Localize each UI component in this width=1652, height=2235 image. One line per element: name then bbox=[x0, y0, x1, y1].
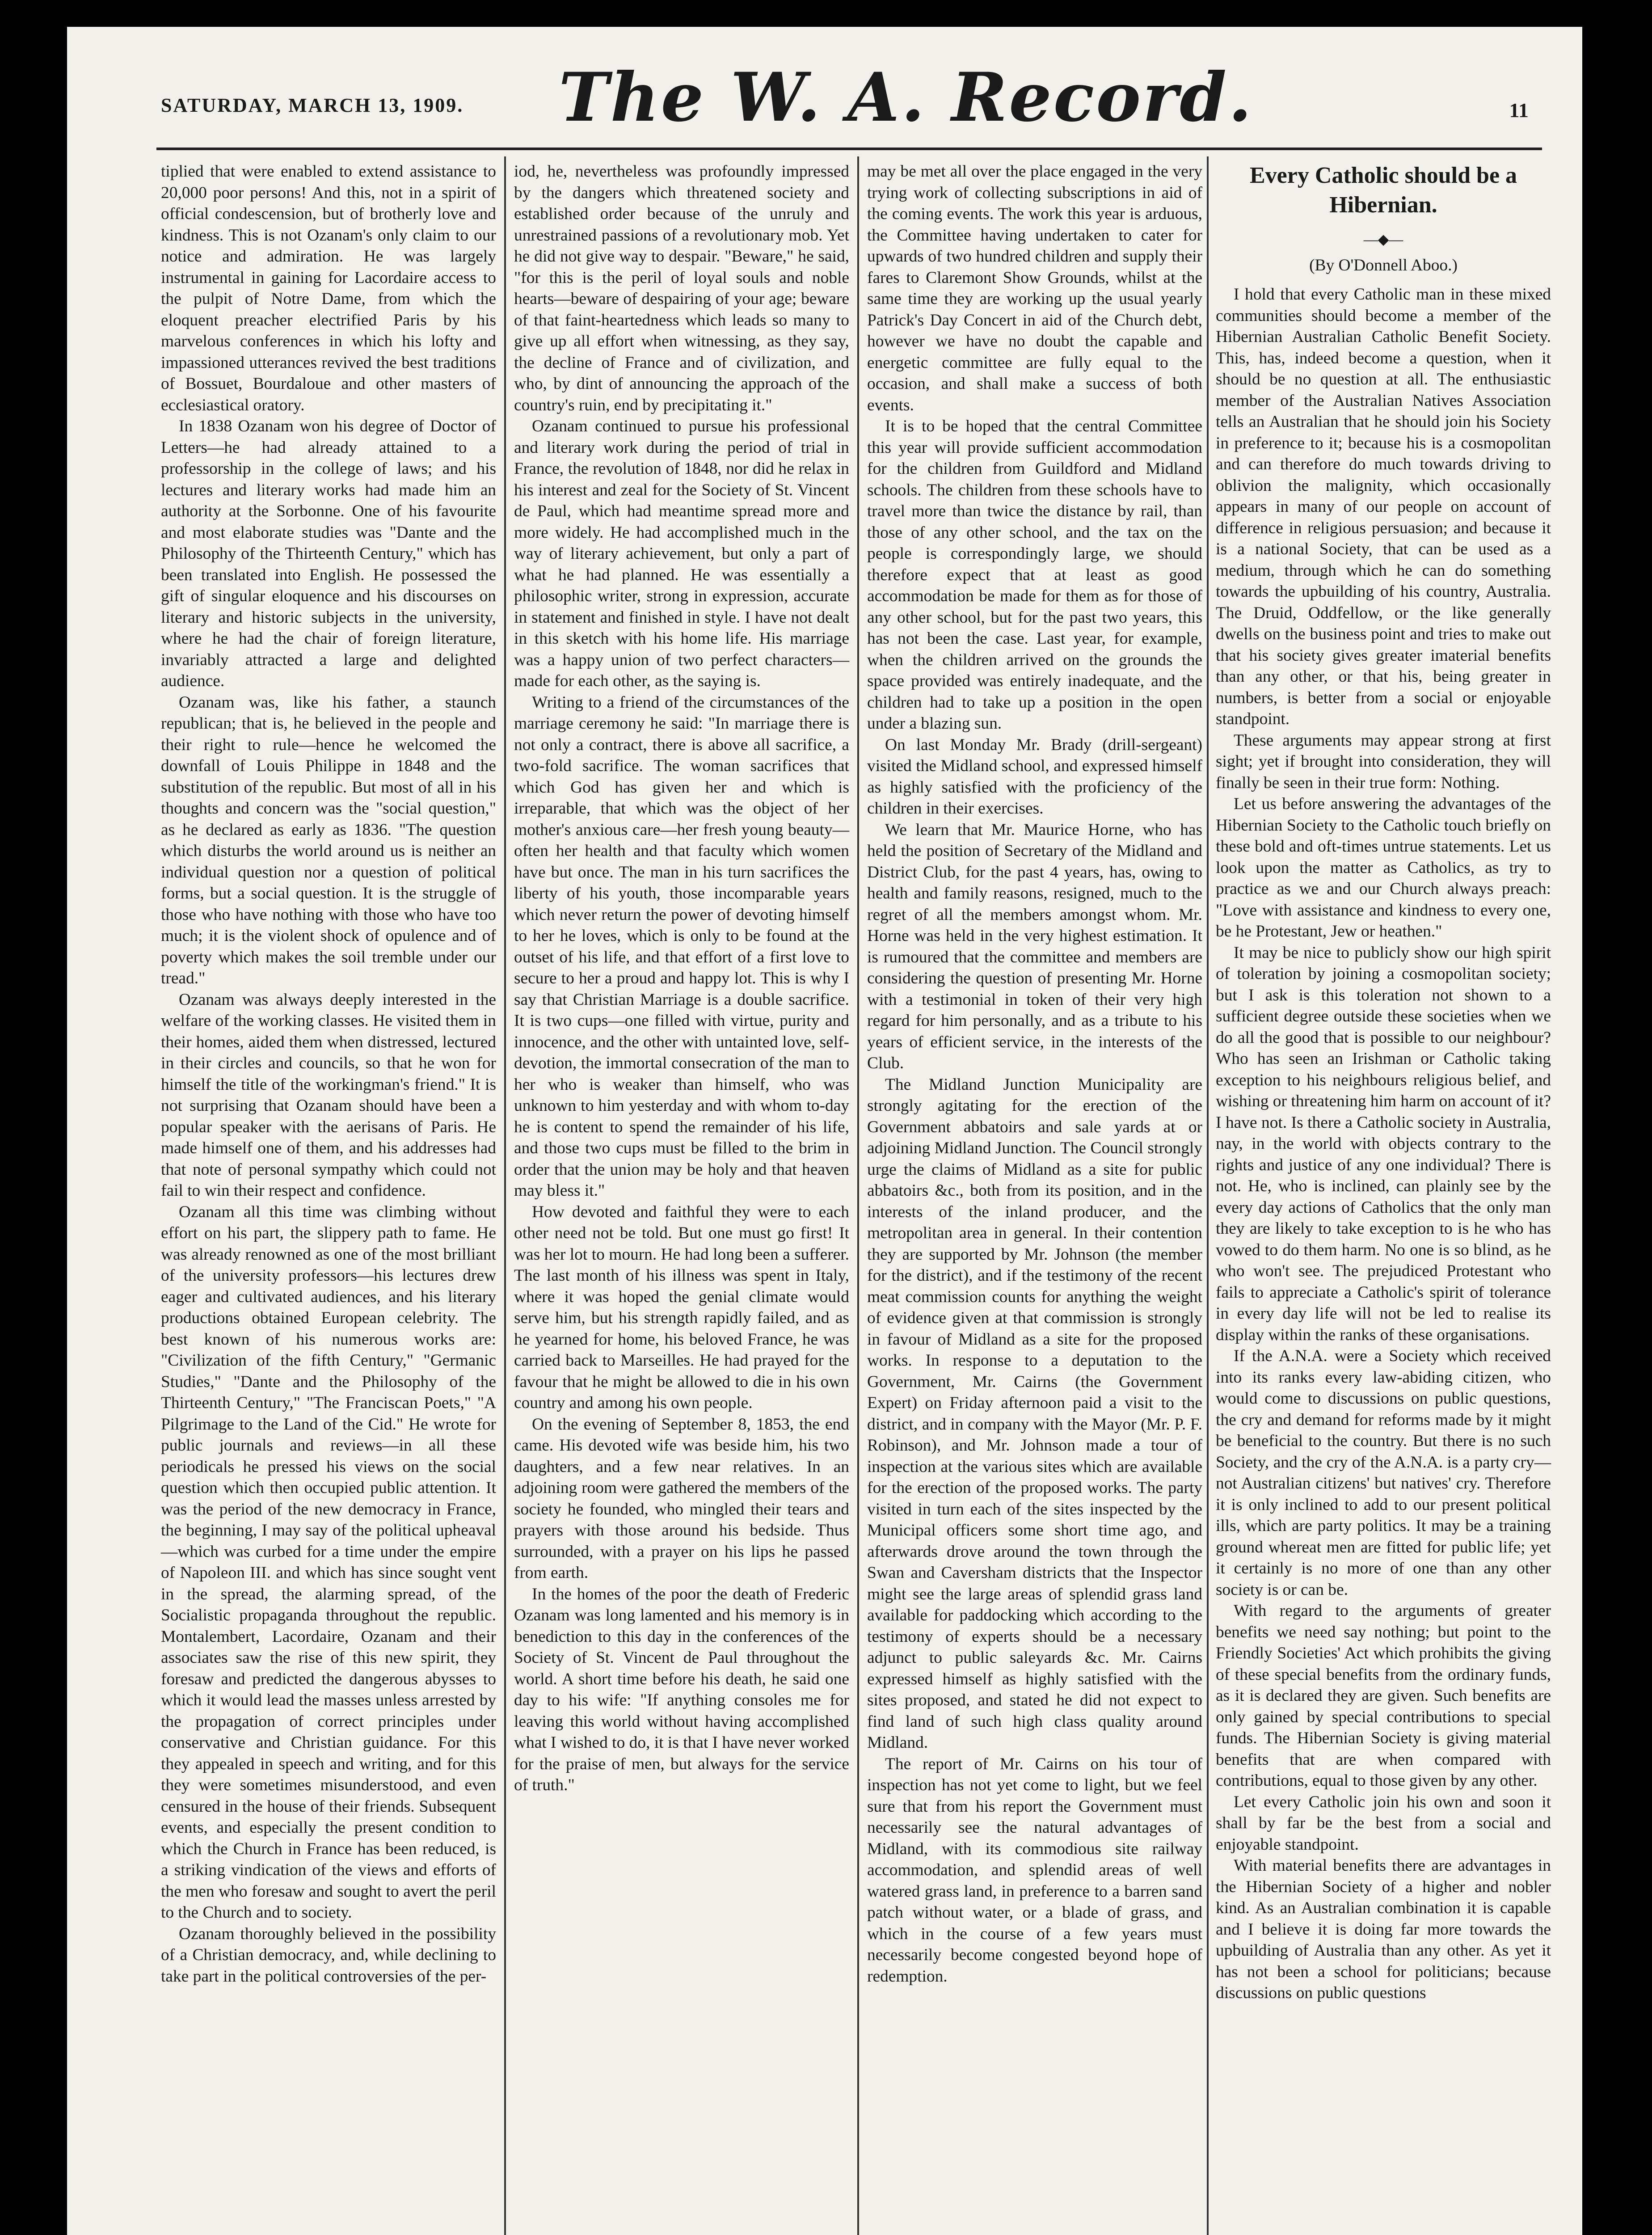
ornament-divider: —◆— bbox=[1363, 231, 1403, 247]
paragraph: In 1838 Ozanam won his degree of Doctor of Letters—he had already attained to a professorship in the college of laws; and his lectures and literary works had made him an authority at the Sorbonne. One of his favourite and most elaborate studies was "Dante and the Philosophy of the Thirteenth Century," which has been translated into English. He possessed the gift of singular eloquence and his discourses on literary and historic subjects in the university, where he had the chair of foreign literature, invariably attracted a large and delighted audience. bbox=[161, 417, 496, 690]
paragraph: tiplied that were enabled to extend assistance to 20,000 poor persons! And this, not in a spirit of official condescension, but of brotherly love and kindness. This is not Ozanam's only claim to our notice and admiration. He was largely instrumental in gaining for Lacordaire access to the pulpit of Notre Dame, from which the eloquent preacher electrified Paris by his marvelous conferences in which his lofty and impassioned utterances revived the best traditions of Bossuet, Bourdaloue and other masters of ecclesiastical oratory. bbox=[161, 162, 496, 414]
paragraph: may be met all over the place engaged in the very trying work of collecting subscriptions in aid of the coming events. The work this year is arduous, the Committee having undertaken to cater for upwards of two hundred children and supply their fares to Claremont Show Grounds, whilst at the same time they are working up the usual yearly Patrick's Day Concert in aid of the Church debt, however we have no doubt the capable and energetic committee are fully equal to the occasion, and shall make a success of both events. bbox=[867, 162, 1202, 414]
column-divider bbox=[857, 156, 859, 2235]
column-2-ozanam-article bbox=[514, 161, 849, 2226]
paragraph: We learn that Mr. Maurice Horne, who has held the position of Secretary of the Midland and District Club, for the past 4 years, has, owing to health and family reasons, resigned, much to the regret of all the members amongst whom. Mr. Horne was held in the very highest estimation. It is rumoured that the committee and members are considering the question of presenting Mr. Horne with a testimonial in token of their very high regard for him personally, and as a tribute to his years of efficient service, in the interests of the Club. bbox=[867, 820, 1202, 1072]
column-divider bbox=[504, 156, 506, 2235]
paragraph: These arguments may appear strong at first sight; yet if brought into consideration, they will finally be seen in their true form: Nothing. bbox=[1216, 731, 1551, 792]
paragraph: Ozanam was always deeply interested in the welfare of the working classes. He visited them in their homes, aided them when distressed, lectured in their circles and councils, so that he won for himself the title of the workingman's friend." It is not surprising that Ozanam should have been a popular speaker with the aerisans of Paris. He made himself one of them, and his addresses had that note of personal sympathy which could not fail to win their respect and confidence. bbox=[161, 990, 496, 1200]
masthead bbox=[67, 27, 1582, 161]
paragraph: Let every Catholic join his own and soon it shall by far be the best from a social and enjoyable standpoint. bbox=[1216, 1792, 1551, 1854]
page-number: 11 bbox=[1509, 99, 1529, 122]
paragraph: I hold that every Catholic man in these mixed communities should become a member of the Hibernian Australian Catholic Benefit Society. This, has, indeed become a question, when it should be no question at all. The enthusiastic member of the Australian Natives Association tells an Australian that he should join his Society in preference to it; because his is a cosmopolitan and can therefore do much towards driving to oblivion the malignity, which occasionally appears in many of our people on account of difference in religious persuasion; and because it is a national Society, that can be used as a medium, through which he can do something towards the upbuilding of his country, Australia. The Druid, Oddfellow, or the like generally dwells on the business point and tries to make out that his society gives greater imaterial benefits than any other, or that his, being greater in numbers, is better from a social or enjoyable standpoint. bbox=[1216, 285, 1551, 728]
column-1-ozanam-article bbox=[161, 161, 496, 2235]
paragraph: The report of Mr. Cairns on his tour of inspection has not yet come to light, but we feel sure that from his report the Government must necessarily see the natural advantages of Midland, with its commodious site railway accommodation, and splendid areas of well watered grass land, in preference to a barren sand patch without water, or a blade of grass, and which in the course of a few years must necessarily become congested beyond hope of redemption. bbox=[867, 1754, 1202, 1986]
paragraph: iod, he, nevertheless was profoundly impressed by the dangers which threatened society and established order because of the unruly and unrestrained passions of a revolutionary mob. Yet he did not give way to despair. "Beware," he said, "for this is the peril of loyal souls and noble hearts—beware of despairing of your age; beware of that faint-heartedness which leads so many to give up all effort when witnessing, as they say, the decline of France and of civilization, and who, by dint of announcing the approach of the country's ruin, end by precipitating it." bbox=[514, 162, 849, 414]
paragraph: It is to be hoped that the central Committee this year will provide sufficient accommodation for the children from Guildford and Midland schools. The children from these schools have to travel more than twice the distance by rail, than those of any other school, and the tax on the people is correspondingly large, we should therefore expect that at least as good accommodation be made for them as for those of any other school, but for the past two years, this has not been the case. Last year, for example, when the children arrived on the grounds the space provided was entirely inadequate, and the children had to take up a position in the open under a blazing sun. bbox=[867, 417, 1202, 733]
paragraph: Ozanam was, like his father, a staunch republican; that is, he believed in the people and their right to rule—hence he welcomed the downfall of Louis Philippe in 1848 and the substitution of the republic. But most of all in his thoughts and concern was the "social question," as he declared as early as 1836. "The question which disturbs the world around us is neither an individual question nor a question of political forms, but a social question. It is the struggle of those who have nothing with those who have too much; it is the violent shock of opulence and of poverty which makes the soil tremble under our tread." bbox=[161, 693, 496, 987]
column-divider bbox=[1207, 156, 1209, 2235]
paragraph: If the A.N.A. were a Society which received into its ranks every law-abiding citizen, who would come to discussions on public questions, the cry and demand for reforms made by it might be beneficial to the country. But there is no such Society, and the cry of the A.N.A. is a party cry—not Australian citizens' but natives' cry. Therefore it is only inclined to add to our present political ills, which are party politics. It may be a training ground whereat men are fitted for public life; yet it certainly is no more of one than any other society is or can be. bbox=[1216, 1347, 1551, 1599]
column-3-midland-notes bbox=[867, 161, 1202, 2235]
masthead-rule bbox=[156, 148, 1542, 150]
column-4-hibernian-article bbox=[1216, 161, 1551, 2235]
paragraph: Ozanam all this time was climbing without effort on his part, the slippery path to fame. He was already renowned as one of the most brilliant of the university professors—his lectures drew eager and cultivated audiences, and his literary productions obtained European celebrity. The best known of his numerous works are: "Civilization of the fifth Century," "Germanic Studies," "Dante and the Philosophy of the Thirteenth Century," "The Franciscan Poets," "A Pilgrimage to the Land of the Cid." He wrote for public journals and reviews—in all these periodicals he pressed his views on the social question which then occupied public attention. It was the period of the new democracy in France, the beginning, I may say of the political upheaval—which was curbed for a time under the empire of Napoleon III. and which has since sought vent in the spread, the alarming spread, of the Socialistic propaganda throughout the republic. Montalembert, Lacordaire, Ozanam and their associates saw the rise of this new spirit, they foresaw and predicted the dangerous abysses to which it would lead the masses unless arrested by the propagation of correct principles under conservative and Christian guidance. For this they appealed in speech and writing, and for this they were sometimes misunderstood, and even censured in the house of their friends. Subsequent events, and especially the present condition to which the Church in France has been reduced, is a striking vindication of the views and efforts of the men who foresaw and sought to avert the peril to the Church and to society. bbox=[161, 1202, 496, 1922]
paragraph: Ozanam thoroughly believed in the possibility of a Christian democracy, and, while declining to take part in the political controversies of the per- bbox=[161, 1924, 496, 1986]
article-headline: Every Catholic should be a Hibernian. bbox=[1249, 163, 1517, 218]
issue-date: SATURDAY, MARCH 13, 1909. bbox=[161, 94, 464, 116]
paragraph: It may be nice to publicly show our high spirit of toleration by joining a cosmopolitan society; but I ask is this toleration not shown to a sufficient degree outside these societies when we do all the good that is possible to our neighbour? Who has seen an Irishman or Catholic taking exception to his neighbours religious belief, and wishing or threatening him harm on account of it? I have not. Is there a Catholic society in Australia, nay, in the world with objects contrary to the rights and justice of any one individual? There is not. He, who is inclined, can plainly see by the every day actions of Catholics that the only man they are likely to take exception to is he who has vowed to do them harm. No one is so blind, as he who won't see. The prejudiced Protestant who fails to appreciate a Catholic's spirit of tolerance in every day life will not be led to realise its display within the ranks of these organisations. bbox=[1216, 943, 1551, 1344]
paragraph: With material benefits there are advantages in the Hibernian Society of a higher and nobler kind. As an Australian combination it is capable and I believe it is doing far more towards the upbuilding of Australia than any other. As yet it has not been a school for politicians; because discussions on public questions bbox=[1216, 1856, 1551, 2002]
paragraph: On last Monday Mr. Brady (drill-sergeant) visited the Midland school, and expressed himself as highly satisfied with the proficiency of the children in their exercises. bbox=[867, 735, 1202, 818]
paragraph: Ozanam continued to pursue his professional and literary work during the period of trial in France, the revolution of 1848, nor did he relax in his interest and zeal for the Society of St. Vincent de Paul, which had meantime spread more and more widely. He had accomplished much in the way of literary achievement, but only a part of what he had planned. He was essentially a philosophic writer, strong in expression, accurate in statement and finished in style. I have not dealt in this sketch with his home life. His marriage was a happy union of two perfect characters—made for each other, as the saying is. bbox=[514, 417, 849, 690]
newspaper-title: The W. A. Record. bbox=[559, 58, 1254, 137]
paragraph: The Midland Junction Municipality are strongly agitating for the erection of the Government abbatoirs and sale yards at or adjoining Midland Junction. The Council strongly urge the claims of Midland as a site for public abbatoirs &c., both from its position, and in the interests of the inland producer, and the metropolitan area in general. In their contention they are supported by Mr. Johnson (the member for the district), and if the testimony of the recent meat commission counts for anything the weight of evidence given at that commission is strongly in favour of Midland as a site for the proposed works. In response to a deputation to the Government, Mr. Cairns (the Government Expert) on Friday afternoon paid a visit to the district, and in company with the Mayor (Mr. P. F. Robinson), and Mr. Johnson made a tour of inspection at the various sites which are available for the erection of the proposed works. The party visited in turn each of the sites inspected by the Municipal officers some short time ago, and afterwards drove around the town through the Swan and Caversham districts that the Inspector might see the large areas of splendid grass land available for paddocking which according to the testimony of experts should be a necessary adjunct to public saleyards &c. Mr. Cairns expressed himself as highly satisfied with the sites proposed, and stated he did not expect to find land of such high class quality around Midland. bbox=[867, 1075, 1202, 1752]
paragraph: In the homes of the poor the death of Frederic Ozanam was long lamented and his memory is in benediction to this day in the conferences of the Society of St. Vincent de Paul throughout the world. A short time before his death, he said one day to his wife: "If anything consoles me for leaving this world without having accomplished what I wished to do, it is that I have never worked for the praise of men, but always for the service of truth." bbox=[514, 1585, 849, 1794]
paragraph: Let us before answering the advantages of the Hibernian Society to the Catholic touch briefly on these bold and oft-times untrue statements. Let us look upon the matter as Catholics, as try to practice as we and our Church always preach: "Love with assistance and kindness to every one, be he Protestant, Jew or heathen." bbox=[1216, 795, 1551, 940]
paragraph: How devoted and faithful they were to each other need not be told. But one must go first! It was her lot to mourn. He had long been a sufferer. The last month of his illness was spent in Italy, where it was hoped the genial climate would serve him, but his strength rapidly failed, and as he yearned for home, his beloved France, he was carried back to Marseilles. He had prayed for the favour that he might be allowed to die in his own country and among his own people. bbox=[514, 1202, 849, 1412]
paragraph: On the evening of September 8, 1853, the end came. His devoted wife was beside him, his two daughters, and a few near relatives. In an adjoining room were gathered the members of the society he founded, who mingled their tears and prayers with those around his bedside. Thus surrounded, with a prayer on his lips he passed from earth. bbox=[514, 1415, 849, 1582]
article-byline: (By O'Donnell Aboo.) bbox=[1309, 256, 1458, 274]
newspaper-page bbox=[67, 27, 1582, 2235]
paragraph: With regard to the arguments of greater benefits we need say nothing; but point to the Friendly Societies' Act which prohibits the giving of these special benefits from the ordinary funds, as it is declared they are given. Such benefits are only gained by special contributions to special funds. The Hibernian Society is giving material benefits that are when compared with contributions, equal to those given by any other. bbox=[1216, 1602, 1551, 1790]
paragraph: Writing to a friend of the circumstances of the marriage ceremony he said: "In marriage there is not only a contract, there is above all sacrifice, a two-fold sacrifice. The woman sacrifices that which God has given her and which is irreparable, that which was the object of her mother's anxious care—her fresh young beauty—often her health and that faculty which women have but once. The man in his turn sacrifices the liberty of his youth, those incomparable years which never return the power of devoting himself to her he loves, which is only to be found at the outset of his life, and that effort of a first love to secure to her a proud and happy lot. This is why I say that Christian Marriage is a double sacrifice. It is two cups—one filled with virtue, purity and innocence, and the other with untainted love, self-devotion, the immortal consecration of the man to her who is weaker than himself, who was unknown to him yesterday and with whom to-day he is content to spend the remainder of his life, and those two cups must be filled to the brim in order that the union may be holy and that heaven may bless it." bbox=[514, 693, 849, 1200]
